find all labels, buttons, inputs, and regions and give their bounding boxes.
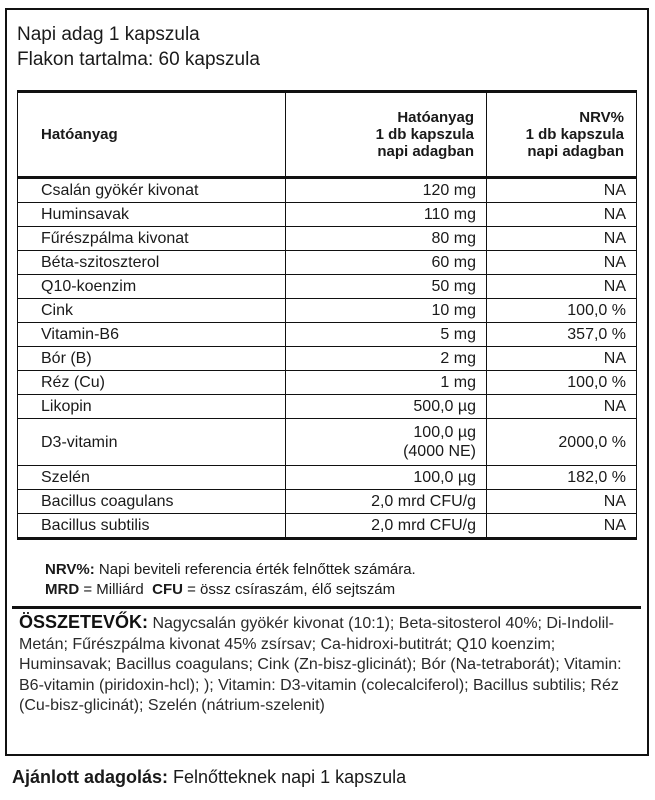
label-frame [5,8,649,756]
ingredient-name: Q10-koenzim [18,275,286,299]
ingredient-name: Bór (B) [18,347,286,371]
table-row [18,323,637,347]
table-row [18,275,637,299]
ingredient-name: Huminsavak [18,203,286,227]
ingredient-nrv: 182,0 % [487,466,637,490]
ingredient-nrv: NA [487,227,637,251]
nrv-footnote: NRV%: Napi beviteli referencia érték felnőttek számára. [45,561,416,578]
recommended-dosage [12,765,406,789]
ingredient-nrv: 100,0 % [487,299,637,323]
header-nrv: NRV% 1 db kapszula napi adagban [487,92,637,178]
table-row [18,514,637,539]
ingredient-nrv: NA [487,395,637,419]
footnotes [45,560,416,600]
ingredient-amount: 2,0 mrd CFU/g [286,490,487,514]
ingredient-name: Fűrészpálma kivonat [18,227,286,251]
ingredient-amount: 100,0 µg [286,466,487,490]
ingredient-amount: 1 mg [286,371,487,395]
ingredient-amount: 5 mg [286,323,487,347]
table-row [18,419,637,466]
dosage-label: Ajánlott adagolás: [12,767,169,787]
nutrition-table [17,90,637,540]
ingredients-section [19,612,644,717]
ingredient-name: Bacillus coagulans [18,490,286,514]
ingredient-nrv: NA [487,275,637,299]
ingredient-amount: 120 mg [286,178,487,203]
table-row [18,178,637,203]
ingredient-name: Bacillus subtilis [18,514,286,539]
ingredient-name: Likopin [18,395,286,419]
ingredient-nrv: NA [487,490,637,514]
serving-info [17,22,260,72]
table-row [18,371,637,395]
table-row [18,299,637,323]
ingredient-nrv: NA [487,347,637,371]
ingredient-amount: 2,0 mrd CFU/g [286,514,487,539]
ingredient-amount: 500,0 µg [286,395,487,419]
ingredient-nrv: 2000,0 % [487,419,637,466]
ingredient-nrv: 357,0 % [487,323,637,347]
ingredient-amount: 60 mg [286,251,487,275]
section-divider [12,606,641,609]
ingredient-name: Vitamin-B6 [18,323,286,347]
ingredient-amount: 80 mg [286,227,487,251]
ingredient-name: D3-vitamin [18,419,286,466]
ingredient-nrv: NA [487,178,637,203]
dosage-text: Felnőtteknek napi 1 kapszula [168,767,407,787]
ingredient-name: Csalán gyökér kivonat [18,178,286,203]
ingredient-amount: 2 mg [286,347,487,371]
ingredient-amount: 110 mg [286,203,487,227]
ingredient-amount: 50 mg [286,275,487,299]
container-contents: Flakon tartalma: 60 kapszula [17,49,260,70]
ingredient-name: Réz (Cu) [18,371,286,395]
ingredient-nrv: NA [487,514,637,539]
table-row [18,227,637,251]
table-row [18,466,637,490]
ingredient-name: Béta-szitoszterol [18,251,286,275]
ingredient-nrv: NA [487,251,637,275]
ingredient-name: Szelén [18,466,286,490]
ingredients-text: Nagycsalán gyökér kivonat (10:1); Beta-sitosterol 40%; Di-Indolil-Metán; Fűrészpálma kivonat 45% zsírsav; Ca-hidroxi-butitrát; Q10 koenzim; Huminsavak; Bacillus coagulans; Cink (Zn-bisz-glicinát); Bór (Na-tetraborát); Vitamin: B6-vitamin (piridoxin-hcl); ); Vitamin: D3-vitamin (colecalciferol); Bacillus subtilis; Réz (Cu-bisz-glicinát); Szelén (nátrium-szelenit) [19,615,622,714]
table-header-row [18,92,637,178]
table-row [18,251,637,275]
ingredient-nrv: 100,0 % [487,371,637,395]
ingredients-label: ÖSSZETEVŐK: [19,612,149,632]
ingredient-nrv: NA [487,203,637,227]
header-ingredient: Hatóanyag [18,92,286,178]
ingredient-amount: 100,0 µg (4000 NE) [286,419,487,466]
ingredient-name: Cink [18,299,286,323]
ingredient-amount: 10 mg [286,299,487,323]
table-row [18,490,637,514]
table-row [18,395,637,419]
table-row [18,203,637,227]
serving-size: Napi adag 1 kapszula [17,24,200,45]
abbreviation-footnote: MRD = Milliárd CFU = össz csíraszám, élő sejtszám [45,581,396,598]
table-row [18,347,637,371]
header-amount: Hatóanyag 1 db kapszula napi adagban [286,92,487,178]
